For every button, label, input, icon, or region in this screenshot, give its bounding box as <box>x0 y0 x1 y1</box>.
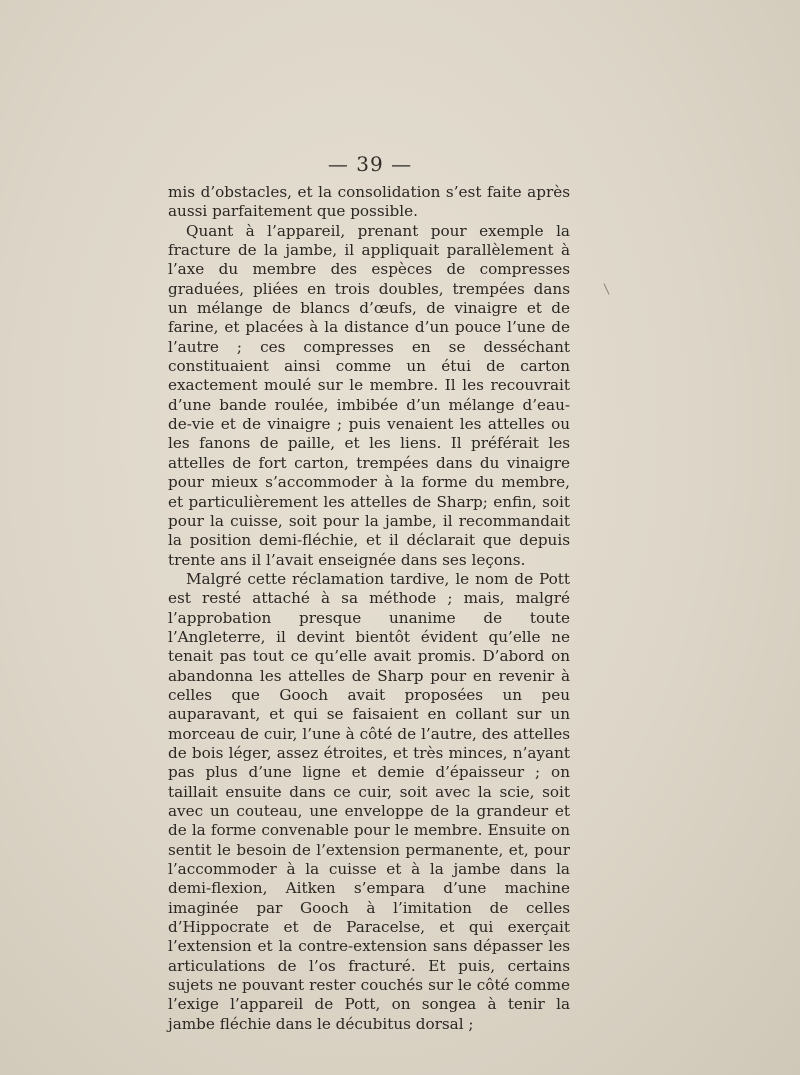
paragraph-appareil: Quant à l’appareil, prenant pour exemple la fracture de la jambe, il appliquait parallèlement à l’axe du membre des espèces de compresses graduées, pliées en trois doubles, trempées dans un mélange de blancs d’œufs, de vinaigre et de farine, et placées à la distance d’un pouce l’une de l’autre ; ces compresses en se desséchant constituaient ainsi comme un étui de carton exactement moulé sur le membre. Il les recouvrait d’une bande roulée, imbibée d’un mélange d’eau-de-vie et de vinaigre ; puis venaient les attelles ou les fanons de paille, et les liens. Il préférait les attelles de fort carton, trempées dans du vinaigre pour mieux s’accommoder à la forme du membre, et particulièrement les attelles de Sharp; enfin, soit pour la cuisse, soit pour la jambe, il recommandait la position demi-fléchie, et il déclarait que depuis trente ans il l’avait enseignée dans ses leçons. <box>168 221 570 569</box>
body-text <box>168 183 570 1034</box>
page-number: — 39 — <box>327 152 413 176</box>
margin-mark <box>604 283 610 294</box>
paragraph-continuation: mis d’obstacles, et la consolidation s’est faite après aussi parfaitement que possible. <box>168 183 570 221</box>
paragraph-pott-method: Malgré cette réclamation tardive, le nom de Pott est resté attaché à sa méthode ; mais, malgré l’approbation presque unanime de toute l’Angleterre, il devint bientôt évident qu’elle ne tenait pas tout ce qu’elle avait promis. D’abord on abandonna les attelles de Sharp pour en revenir à celles que Gooch avait proposées un peu auparavant, et qui se faisaient en collant sur un morceau de cuir, l’une à côté de l’autre, des attelles de bois léger, assez étroites, et très minces, n’ayant pas plus d’une ligne et demie d’épaisseur ; on taillait ensuite dans ce cuir, soit avec la scie, soit avec un couteau, une enveloppe de la grandeur et de la forme convenable pour le membre. Ensuite on sentit le besoin de l’extension permanente, et, pour l’accommoder à la cuisse et à la jambe dans la demi-flexion, Aitken s’empara d’une machine imaginée par Gooch à l’imitation de celles d’Hippocrate et de Paracelse, et qui exerçait l’extension et la contre-extension sans dépasser les articulations de l’os fracturé. Et puis, certains sujets ne pouvant rester couchés sur le côté comme l’exige l’appareil de Pott, on songea à tenir la jambe fléchie dans le décubitus dorsal ; <box>168 569 570 1033</box>
